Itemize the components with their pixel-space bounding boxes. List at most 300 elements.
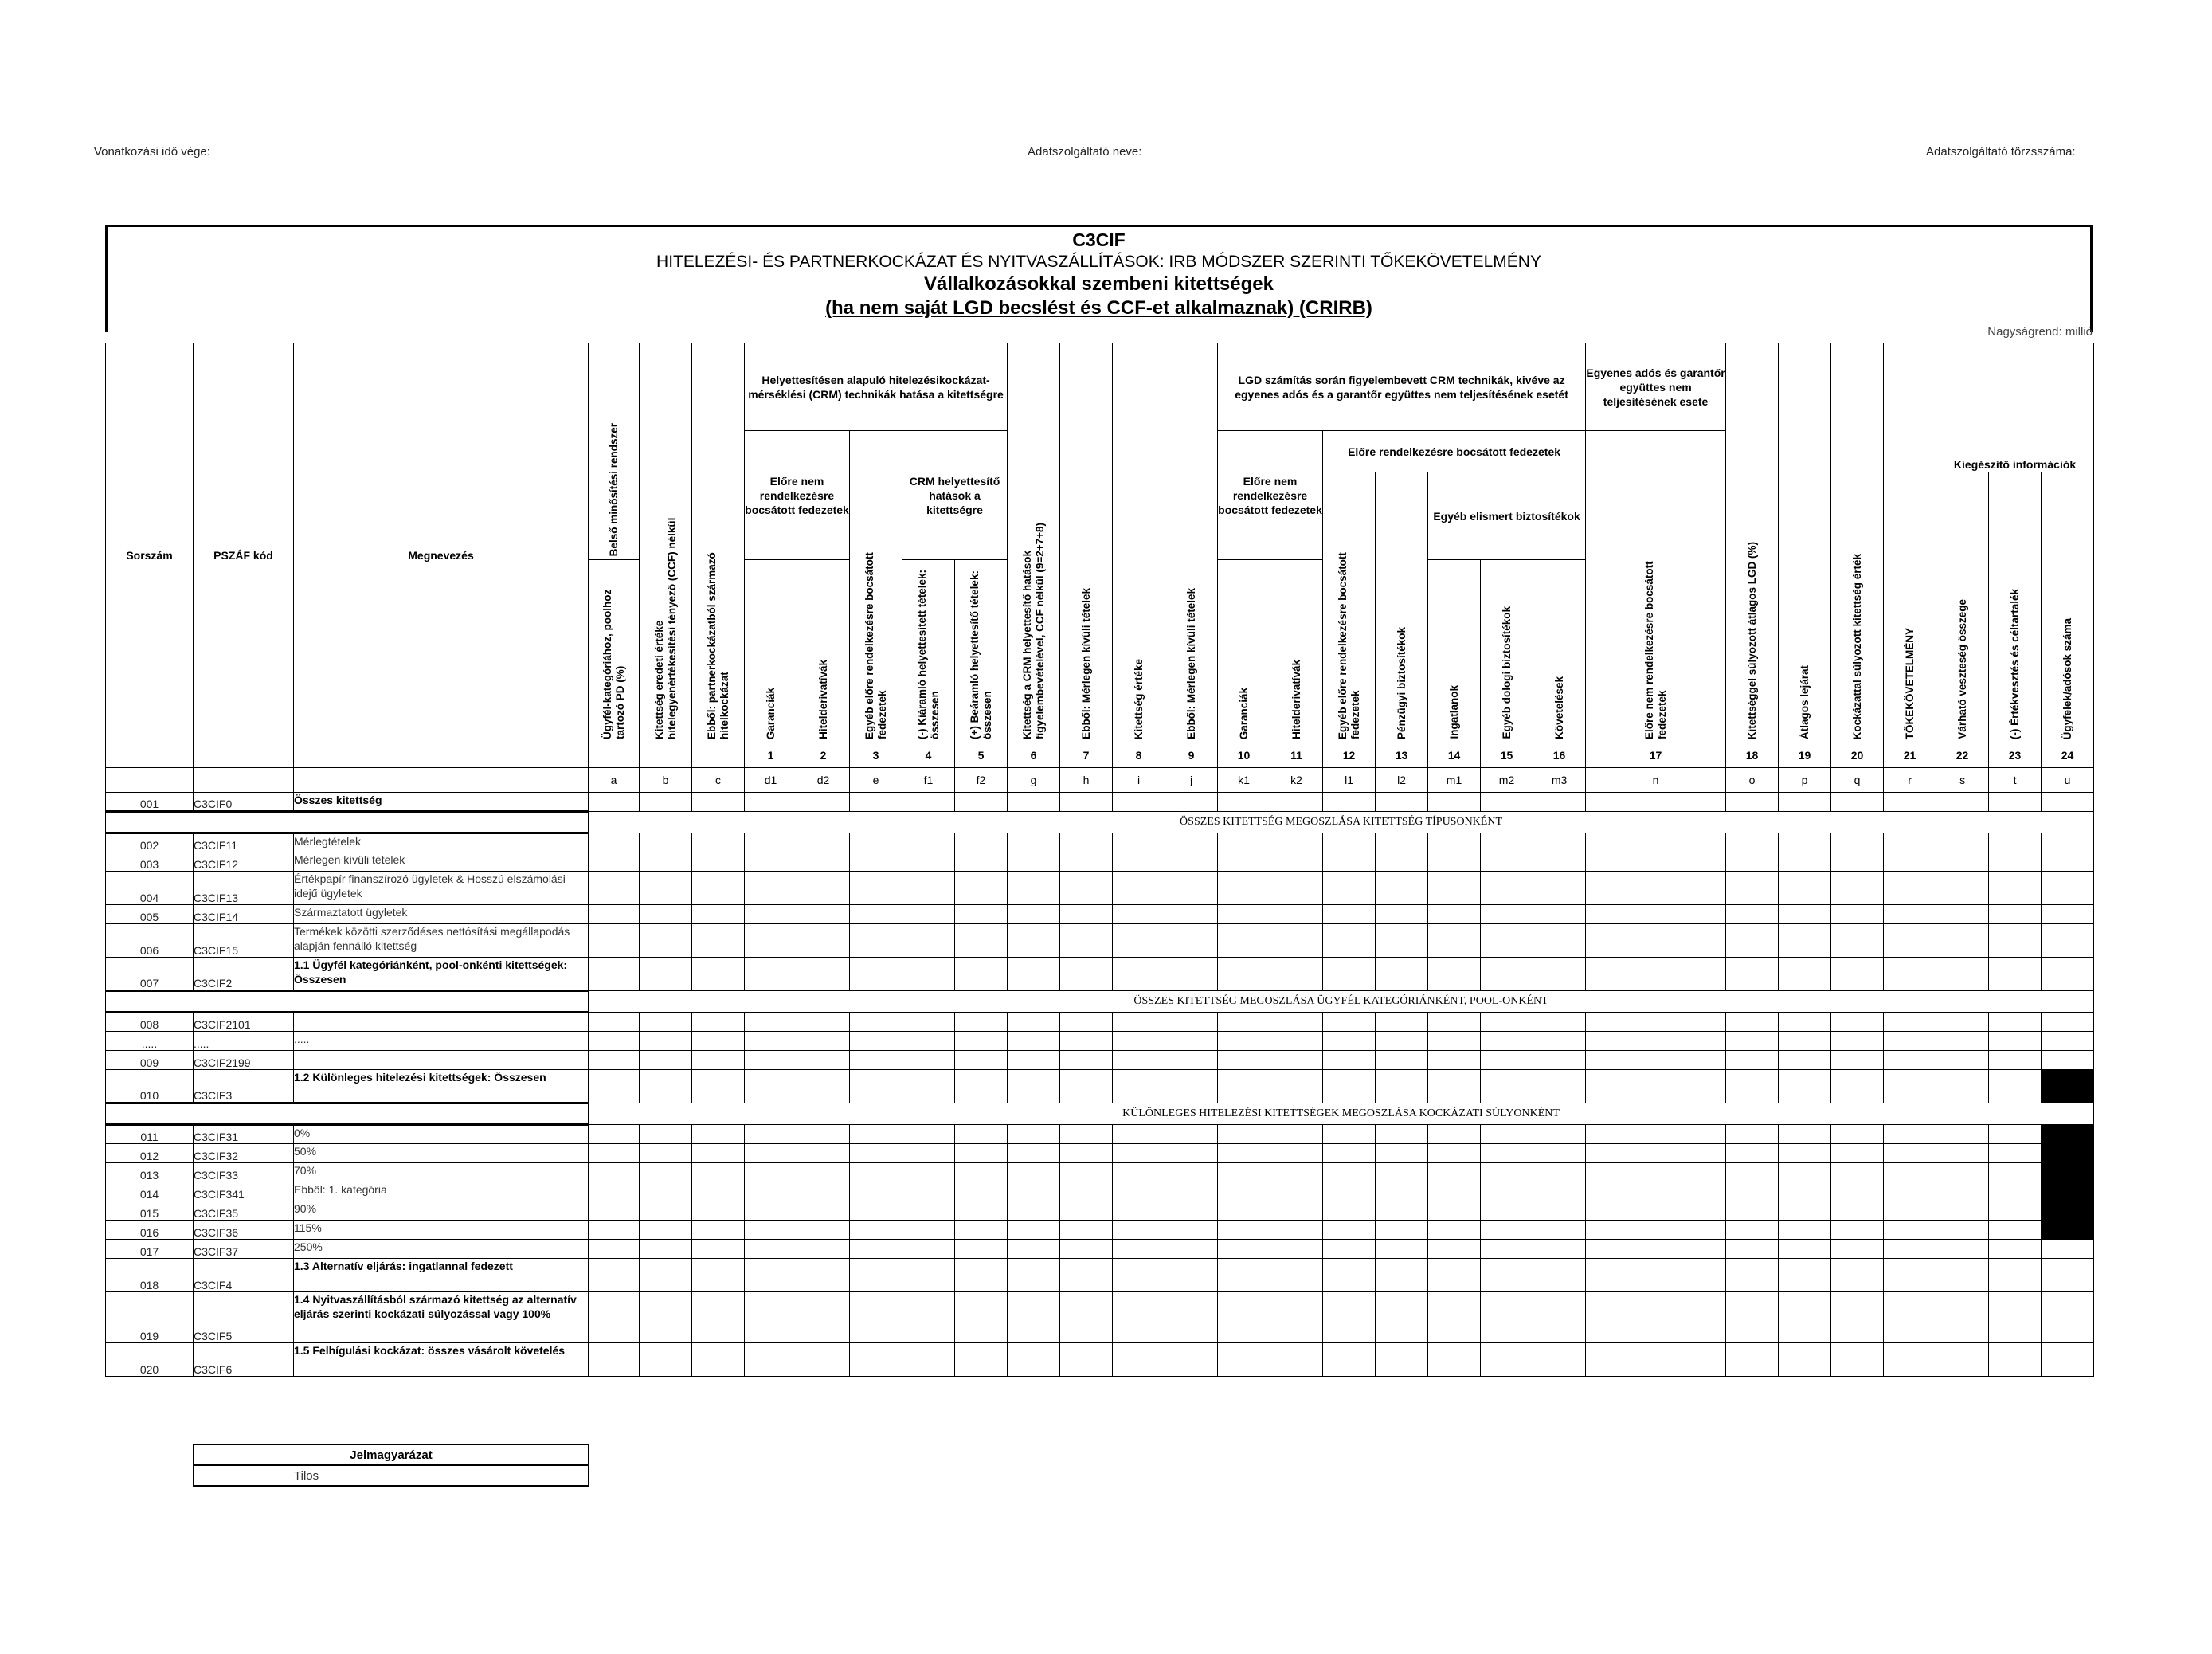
value-cell[interactable] (1481, 1343, 1533, 1377)
value-cell[interactable] (589, 1144, 640, 1163)
value-cell[interactable] (1936, 1051, 1989, 1070)
value-cell[interactable] (1533, 1144, 1586, 1163)
value-cell[interactable] (745, 1070, 797, 1103)
value-cell[interactable] (745, 958, 797, 991)
value-cell[interactable] (1884, 958, 1936, 991)
value-cell[interactable] (1323, 1182, 1376, 1201)
value-cell[interactable] (1533, 1013, 1586, 1032)
value-cell[interactable] (1831, 958, 1884, 991)
value-cell[interactable] (850, 1240, 902, 1259)
value-cell[interactable] (850, 793, 902, 812)
value-cell[interactable] (1884, 1259, 1936, 1292)
value-cell[interactable] (1060, 1032, 1113, 1051)
value-cell[interactable] (902, 1013, 955, 1032)
value-cell[interactable] (1323, 1070, 1376, 1103)
value-cell[interactable] (692, 1201, 745, 1221)
value-cell[interactable] (850, 1163, 902, 1182)
value-cell[interactable] (1831, 1051, 1884, 1070)
value-cell[interactable] (692, 1051, 745, 1070)
value-cell[interactable] (1270, 1163, 1323, 1182)
value-cell[interactable] (589, 1032, 640, 1051)
value-cell[interactable] (1165, 1259, 1218, 1292)
value-cell[interactable] (1165, 958, 1218, 991)
value-cell[interactable] (1884, 1070, 1936, 1103)
value-cell[interactable] (589, 1051, 640, 1070)
value-cell[interactable] (955, 958, 1008, 991)
value-cell[interactable] (692, 958, 745, 991)
value-cell[interactable] (955, 1292, 1008, 1343)
value-cell[interactable] (589, 1070, 640, 1103)
value-cell[interactable] (640, 958, 692, 991)
value-cell[interactable] (2042, 793, 2094, 812)
value-cell[interactable] (640, 852, 692, 872)
value-cell[interactable] (640, 1013, 692, 1032)
value-cell[interactable] (1936, 1343, 1989, 1377)
value-cell[interactable] (1533, 1163, 1586, 1182)
value-cell[interactable] (692, 1240, 745, 1259)
value-cell[interactable] (1481, 1221, 1533, 1240)
value-cell[interactable] (1936, 1182, 1989, 1201)
value-cell[interactable] (1323, 1292, 1376, 1343)
value-cell[interactable] (1376, 1259, 1428, 1292)
value-cell[interactable] (1060, 1125, 1113, 1144)
value-cell[interactable] (1726, 905, 1779, 924)
value-cell[interactable] (1884, 1032, 1936, 1051)
value-cell[interactable] (1270, 852, 1323, 872)
value-cell[interactable] (1481, 1240, 1533, 1259)
value-cell[interactable] (1989, 905, 2042, 924)
value-cell[interactable] (1936, 852, 1989, 872)
value-cell[interactable] (1779, 1032, 1831, 1051)
value-cell[interactable] (1586, 905, 1726, 924)
value-cell[interactable] (1376, 852, 1428, 872)
value-cell[interactable] (1586, 872, 1726, 905)
value-cell[interactable] (640, 1144, 692, 1163)
value-cell[interactable] (1060, 1221, 1113, 1240)
value-cell[interactable] (1008, 872, 1060, 905)
value-cell[interactable] (1270, 872, 1323, 905)
value-cell[interactable] (1726, 958, 1779, 991)
value-cell[interactable] (1586, 1070, 1726, 1103)
value-cell[interactable] (692, 1221, 745, 1240)
value-cell[interactable] (1533, 1051, 1586, 1070)
value-cell[interactable] (850, 958, 902, 991)
value-cell[interactable] (1989, 924, 2042, 958)
value-cell[interactable] (1218, 1343, 1270, 1377)
value-cell[interactable] (1779, 1292, 1831, 1343)
value-cell[interactable] (1533, 924, 1586, 958)
value-cell[interactable] (850, 905, 902, 924)
value-cell[interactable] (589, 1013, 640, 1032)
value-cell[interactable] (1779, 1051, 1831, 1070)
value-cell[interactable] (640, 1163, 692, 1182)
value-cell[interactable] (1428, 1051, 1481, 1070)
value-cell[interactable] (1779, 1125, 1831, 1144)
value-cell[interactable] (640, 1292, 692, 1343)
value-cell[interactable] (850, 872, 902, 905)
value-cell[interactable] (902, 793, 955, 812)
value-cell[interactable] (1884, 1240, 1936, 1259)
value-cell[interactable] (2042, 1343, 2094, 1377)
value-cell[interactable] (1779, 1144, 1831, 1163)
value-cell[interactable] (1831, 1201, 1884, 1221)
value-cell[interactable] (589, 905, 640, 924)
value-cell[interactable] (1884, 1051, 1936, 1070)
value-cell[interactable] (1113, 1182, 1165, 1201)
value-cell[interactable] (745, 1182, 797, 1201)
value-cell[interactable] (955, 1070, 1008, 1103)
value-cell[interactable] (1779, 1201, 1831, 1221)
value-cell[interactable] (1726, 1343, 1779, 1377)
value-cell[interactable] (1428, 1013, 1481, 1032)
value-cell[interactable] (1323, 1343, 1376, 1377)
value-cell[interactable] (1936, 833, 1989, 852)
value-cell[interactable] (640, 1125, 692, 1144)
value-cell[interactable] (1323, 1240, 1376, 1259)
value-cell[interactable] (1008, 1182, 1060, 1201)
value-cell[interactable] (640, 1032, 692, 1051)
value-cell[interactable] (1989, 1182, 2042, 1201)
value-cell[interactable] (745, 1240, 797, 1259)
value-cell[interactable] (1428, 1070, 1481, 1103)
value-cell[interactable] (955, 1182, 1008, 1201)
value-cell[interactable] (1884, 1144, 1936, 1163)
value-cell[interactable] (1008, 905, 1060, 924)
value-cell[interactable] (2042, 905, 2094, 924)
value-cell[interactable] (1323, 793, 1376, 812)
value-cell[interactable] (589, 924, 640, 958)
value-cell[interactable] (1008, 1163, 1060, 1182)
value-cell[interactable] (1218, 793, 1270, 812)
value-cell[interactable] (1831, 793, 1884, 812)
value-cell[interactable] (1831, 1240, 1884, 1259)
value-cell[interactable] (902, 958, 955, 991)
value-cell[interactable] (1008, 833, 1060, 852)
value-cell[interactable] (1165, 1201, 1218, 1221)
value-cell[interactable] (1831, 872, 1884, 905)
value-cell[interactable] (1428, 1259, 1481, 1292)
value-cell[interactable] (1884, 1201, 1936, 1221)
value-cell[interactable] (1165, 1070, 1218, 1103)
value-cell[interactable] (1831, 924, 1884, 958)
value-cell[interactable] (797, 833, 850, 852)
value-cell[interactable] (1726, 793, 1779, 812)
value-cell[interactable] (692, 1163, 745, 1182)
value-cell[interactable] (955, 1051, 1008, 1070)
value-cell[interactable] (955, 833, 1008, 852)
value-cell[interactable] (640, 924, 692, 958)
value-cell[interactable] (692, 793, 745, 812)
value-cell[interactable] (1936, 872, 1989, 905)
value-cell[interactable] (902, 1125, 955, 1144)
value-cell[interactable] (640, 1240, 692, 1259)
value-cell[interactable] (1533, 1343, 1586, 1377)
value-cell[interactable] (1481, 1032, 1533, 1051)
value-cell[interactable] (955, 1032, 1008, 1051)
value-cell[interactable] (1831, 1221, 1884, 1240)
value-cell[interactable] (797, 1292, 850, 1343)
value-cell[interactable] (745, 1259, 797, 1292)
value-cell[interactable] (1586, 924, 1726, 958)
value-cell[interactable] (1165, 1163, 1218, 1182)
value-cell[interactable] (1323, 1013, 1376, 1032)
value-cell[interactable] (797, 1201, 850, 1221)
value-cell[interactable] (1270, 1051, 1323, 1070)
value-cell[interactable] (1586, 1259, 1726, 1292)
value-cell[interactable] (1779, 793, 1831, 812)
value-cell[interactable] (1008, 1343, 1060, 1377)
value-cell[interactable] (1165, 833, 1218, 852)
value-cell[interactable] (1428, 1163, 1481, 1182)
value-cell[interactable] (1533, 1292, 1586, 1343)
value-cell[interactable] (1376, 1051, 1428, 1070)
value-cell[interactable] (1113, 793, 1165, 812)
value-cell[interactable] (1113, 1125, 1165, 1144)
value-cell[interactable] (1165, 924, 1218, 958)
value-cell[interactable] (2042, 852, 2094, 872)
value-cell[interactable] (2042, 1240, 2094, 1259)
value-cell[interactable] (1831, 1070, 1884, 1103)
value-cell[interactable] (2042, 1032, 2094, 1051)
value-cell[interactable] (1218, 905, 1270, 924)
value-cell[interactable] (955, 905, 1008, 924)
value-cell[interactable] (1726, 924, 1779, 958)
value-cell[interactable] (745, 852, 797, 872)
value-cell[interactable] (1323, 1051, 1376, 1070)
value-cell[interactable] (1008, 1240, 1060, 1259)
value-cell[interactable] (589, 1163, 640, 1182)
value-cell[interactable] (850, 1221, 902, 1240)
value-cell[interactable] (1936, 924, 1989, 958)
value-cell[interactable] (1884, 1343, 1936, 1377)
value-cell[interactable] (797, 1144, 850, 1163)
value-cell[interactable] (1008, 958, 1060, 991)
value-cell[interactable] (1323, 872, 1376, 905)
value-cell[interactable] (1936, 905, 1989, 924)
value-cell[interactable] (850, 1051, 902, 1070)
value-cell[interactable] (1376, 924, 1428, 958)
value-cell[interactable] (1726, 1144, 1779, 1163)
value-cell[interactable] (1989, 1292, 2042, 1343)
value-cell[interactable] (1586, 1144, 1726, 1163)
value-cell[interactable] (902, 1343, 955, 1377)
value-cell[interactable] (1884, 1013, 1936, 1032)
value-cell[interactable] (692, 1343, 745, 1377)
value-cell[interactable] (1533, 958, 1586, 991)
value-cell[interactable] (1884, 852, 1936, 872)
value-cell[interactable] (692, 1259, 745, 1292)
value-cell[interactable] (1428, 1240, 1481, 1259)
value-cell[interactable] (1270, 1240, 1323, 1259)
value-cell[interactable] (1936, 1070, 1989, 1103)
value-cell[interactable] (1270, 1201, 1323, 1221)
value-cell[interactable] (1936, 1032, 1989, 1051)
value-cell[interactable] (902, 1163, 955, 1182)
value-cell[interactable] (1989, 1163, 2042, 1182)
value-cell[interactable] (692, 1292, 745, 1343)
value-cell[interactable] (1165, 852, 1218, 872)
value-cell[interactable] (1008, 1070, 1060, 1103)
value-cell[interactable] (1989, 852, 2042, 872)
value-cell[interactable] (2042, 1259, 2094, 1292)
value-cell[interactable] (1586, 833, 1726, 852)
value-cell[interactable] (2042, 958, 2094, 991)
value-cell[interactable] (1323, 958, 1376, 991)
value-cell[interactable] (1270, 1144, 1323, 1163)
value-cell[interactable] (1113, 1201, 1165, 1221)
value-cell[interactable] (902, 924, 955, 958)
value-cell[interactable] (1376, 1070, 1428, 1103)
value-cell[interactable] (1726, 1032, 1779, 1051)
value-cell[interactable] (850, 1182, 902, 1201)
value-cell[interactable] (745, 1125, 797, 1144)
value-cell[interactable] (797, 872, 850, 905)
value-cell[interactable] (1586, 1240, 1726, 1259)
value-cell[interactable] (1428, 1343, 1481, 1377)
value-cell[interactable] (1481, 793, 1533, 812)
value-cell[interactable] (1428, 872, 1481, 905)
value-cell[interactable] (1831, 1292, 1884, 1343)
value-cell[interactable] (955, 1144, 1008, 1163)
value-cell[interactable] (1831, 1125, 1884, 1144)
value-cell[interactable] (1218, 1201, 1270, 1221)
value-cell[interactable] (1008, 1032, 1060, 1051)
value-cell[interactable] (1376, 793, 1428, 812)
value-cell[interactable] (1884, 872, 1936, 905)
value-cell[interactable] (1008, 852, 1060, 872)
value-cell[interactable] (1218, 958, 1270, 991)
value-cell[interactable] (1884, 1163, 1936, 1182)
value-cell[interactable] (1533, 1221, 1586, 1240)
value-cell[interactable] (1218, 1221, 1270, 1240)
value-cell[interactable] (797, 958, 850, 991)
value-cell[interactable] (955, 1125, 1008, 1144)
value-cell[interactable] (1060, 924, 1113, 958)
value-cell[interactable] (589, 793, 640, 812)
value-cell[interactable] (1884, 1182, 1936, 1201)
value-cell[interactable] (1060, 958, 1113, 991)
value-cell[interactable] (1060, 1343, 1113, 1377)
value-cell[interactable] (1270, 1221, 1323, 1240)
value-cell[interactable] (1376, 1221, 1428, 1240)
value-cell[interactable] (1586, 1032, 1726, 1051)
value-cell[interactable] (1936, 1125, 1989, 1144)
value-cell[interactable] (1376, 1240, 1428, 1259)
value-cell[interactable] (692, 1032, 745, 1051)
value-cell[interactable] (1323, 1144, 1376, 1163)
value-cell[interactable] (1779, 1163, 1831, 1182)
value-cell[interactable] (850, 924, 902, 958)
value-cell[interactable] (1270, 1032, 1323, 1051)
value-cell[interactable] (745, 924, 797, 958)
value-cell[interactable] (1113, 852, 1165, 872)
value-cell[interactable] (1481, 1201, 1533, 1221)
value-cell[interactable] (1779, 1259, 1831, 1292)
value-cell[interactable] (850, 1125, 902, 1144)
value-cell[interactable] (1060, 1163, 1113, 1182)
value-cell[interactable] (955, 1013, 1008, 1032)
value-cell[interactable] (797, 905, 850, 924)
value-cell[interactable] (955, 924, 1008, 958)
value-cell[interactable] (2042, 1292, 2094, 1343)
value-cell[interactable] (589, 1259, 640, 1292)
value-cell[interactable] (1060, 1240, 1113, 1259)
value-cell[interactable] (1989, 1144, 2042, 1163)
value-cell[interactable] (850, 833, 902, 852)
value-cell[interactable] (1726, 1051, 1779, 1070)
value-cell[interactable] (1936, 1013, 1989, 1032)
value-cell[interactable] (1726, 1182, 1779, 1201)
value-cell[interactable] (797, 1051, 850, 1070)
value-cell[interactable] (1165, 1125, 1218, 1144)
value-cell[interactable] (1831, 852, 1884, 872)
value-cell[interactable] (745, 1144, 797, 1163)
value-cell[interactable] (850, 1343, 902, 1377)
value-cell[interactable] (1481, 924, 1533, 958)
value-cell[interactable] (1779, 924, 1831, 958)
value-cell[interactable] (1270, 1182, 1323, 1201)
value-cell[interactable] (1165, 872, 1218, 905)
value-cell[interactable] (640, 1051, 692, 1070)
value-cell[interactable] (1428, 1032, 1481, 1051)
value-cell[interactable] (1008, 793, 1060, 812)
value-cell[interactable] (902, 852, 955, 872)
value-cell[interactable] (589, 1201, 640, 1221)
value-cell[interactable] (1726, 1292, 1779, 1343)
value-cell[interactable] (1008, 1051, 1060, 1070)
value-cell[interactable] (1989, 793, 2042, 812)
value-cell[interactable] (797, 1343, 850, 1377)
value-cell[interactable] (1218, 1182, 1270, 1201)
value-cell[interactable] (1989, 1032, 2042, 1051)
value-cell[interactable] (1533, 852, 1586, 872)
value-cell[interactable] (797, 1013, 850, 1032)
value-cell[interactable] (1060, 1259, 1113, 1292)
value-cell[interactable] (1060, 872, 1113, 905)
value-cell[interactable] (1481, 1144, 1533, 1163)
value-cell[interactable] (1376, 1292, 1428, 1343)
value-cell[interactable] (1376, 905, 1428, 924)
value-cell[interactable] (1533, 1182, 1586, 1201)
value-cell[interactable] (1726, 833, 1779, 852)
value-cell[interactable] (1989, 958, 2042, 991)
value-cell[interactable] (1481, 958, 1533, 991)
value-cell[interactable] (692, 852, 745, 872)
value-cell[interactable] (1165, 905, 1218, 924)
value-cell[interactable] (1008, 1292, 1060, 1343)
value-cell[interactable] (1989, 1221, 2042, 1240)
value-cell[interactable] (692, 1125, 745, 1144)
value-cell[interactable] (1428, 793, 1481, 812)
value-cell[interactable] (1779, 872, 1831, 905)
value-cell[interactable] (1726, 1221, 1779, 1240)
value-cell[interactable] (692, 872, 745, 905)
value-cell[interactable] (1165, 1144, 1218, 1163)
value-cell[interactable] (797, 1032, 850, 1051)
value-cell[interactable] (1989, 1343, 2042, 1377)
value-cell[interactable] (1060, 1292, 1113, 1343)
value-cell[interactable] (1884, 1125, 1936, 1144)
value-cell[interactable] (797, 1070, 850, 1103)
value-cell[interactable] (1060, 1051, 1113, 1070)
value-cell[interactable] (1936, 1259, 1989, 1292)
value-cell[interactable] (745, 1032, 797, 1051)
value-cell[interactable] (1533, 1259, 1586, 1292)
value-cell[interactable] (1533, 1070, 1586, 1103)
value-cell[interactable] (1165, 1032, 1218, 1051)
value-cell[interactable] (1060, 1070, 1113, 1103)
value-cell[interactable] (745, 1201, 797, 1221)
